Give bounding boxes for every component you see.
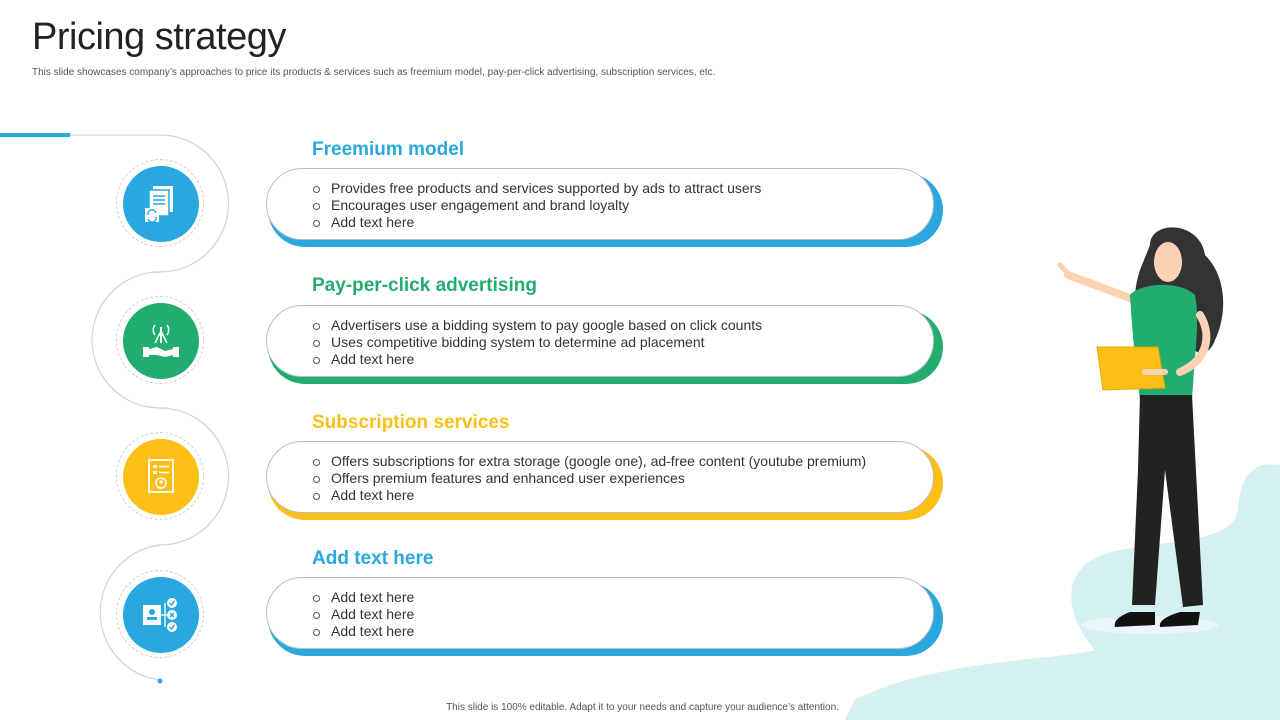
subscription-document-icon — [123, 439, 199, 515]
icon-ring-subscription — [116, 432, 204, 520]
list-item: Encourages user engagement and brand loyalty — [313, 197, 761, 214]
bullet-list — [313, 453, 866, 504]
page-subtitle: This slide showcases company’s approaches to price its products & services such as freemium model, pay-per-click advertising, subscription services, etc. — [32, 67, 716, 78]
icon-ring-ppc — [116, 296, 204, 384]
list-item: Provides free products and services supported by ads to attract users — [313, 180, 761, 197]
page-title: Pricing strategy — [32, 16, 286, 58]
list-item: Uses competitive bidding system to determine ad placement — [313, 334, 762, 351]
list-item: Offers subscriptions for extra storage (google one), ad-free content (youtube premium) — [313, 453, 866, 470]
bullet-list — [313, 180, 761, 231]
heading-freemium: Freemium model — [312, 139, 465, 160]
list-item: Add text here — [313, 487, 866, 504]
presenter-illustration — [840, 210, 1280, 720]
icon-ring-freemium — [116, 159, 204, 247]
footer-note: This slide is 100% editable. Adapt it to your needs and capture your audience’s attention. — [446, 702, 839, 713]
heading-ppc: Pay-per-click advertising — [312, 275, 537, 296]
profile-checklist-icon — [123, 577, 199, 653]
card-add-text — [266, 577, 934, 649]
heading-add-text: Add text here — [312, 548, 434, 569]
bullet-list — [313, 317, 762, 368]
list-item: Add text here — [313, 589, 414, 606]
list-item: Add text here — [313, 351, 762, 368]
list-item: Add text here — [313, 606, 414, 623]
card-subscription — [266, 441, 934, 513]
list-item: Offers premium features and enhanced user experiences — [313, 470, 866, 487]
list-item: Add text here — [313, 214, 761, 231]
documents-refresh-icon — [123, 166, 199, 242]
heading-subscription: Subscription services — [312, 412, 510, 433]
antenna-handshake-icon — [123, 303, 199, 379]
list-item: Add text here — [313, 623, 414, 640]
list-item: Advertisers use a bidding system to pay google based on click counts — [313, 317, 762, 334]
card-ppc — [266, 305, 934, 377]
bullet-list — [313, 589, 414, 640]
icon-ring-add-text — [116, 570, 204, 658]
card-freemium — [266, 168, 934, 240]
